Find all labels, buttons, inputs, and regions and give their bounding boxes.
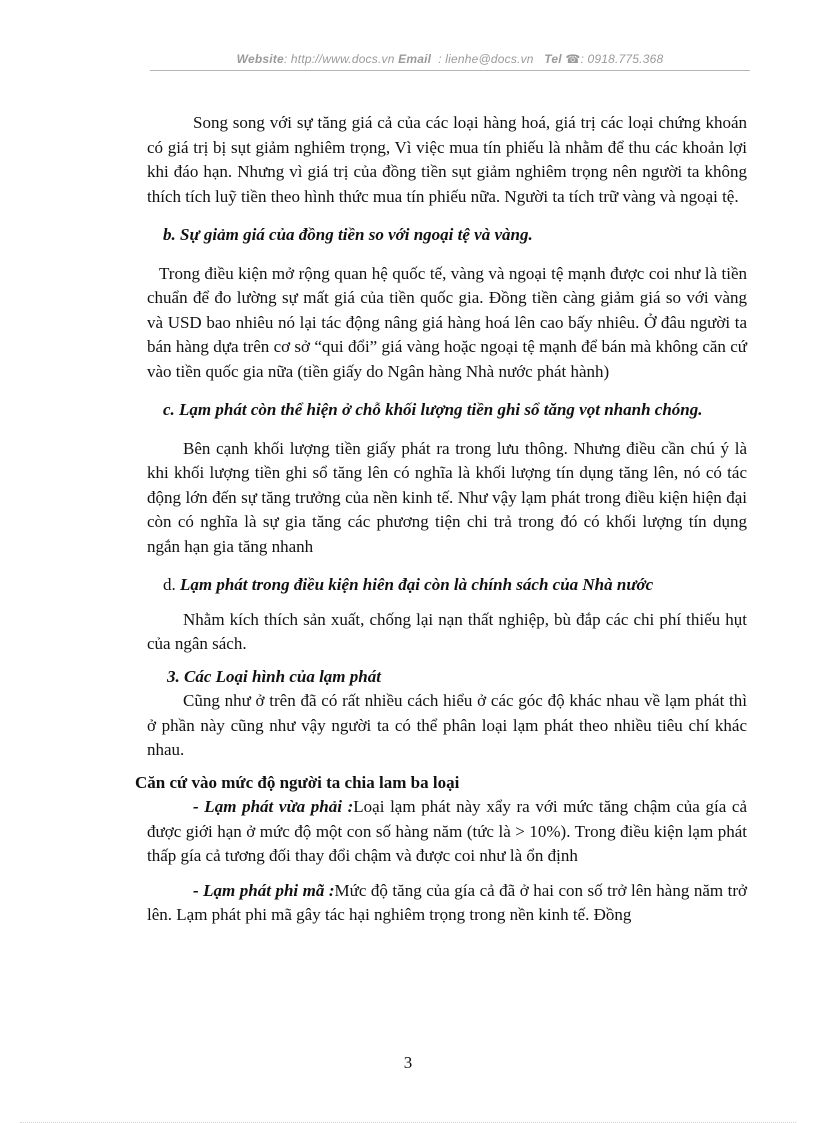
page-number: 3 <box>403 1053 413 1072</box>
moderate-inflation-label: - Lạm phát vừa phải : <box>193 797 354 816</box>
heading-d-text: Lạm phát trong điều kiện hiên đại còn là chính sách của Nhà nước <box>180 575 654 594</box>
website-label: Website <box>236 52 284 66</box>
galloping-inflation-text: Mức độ tăng của gía cả đã ở hai con số trở lên hàng năm trở lên. Lạm phát phi mã gây tác hại nghiêm trọng trong nền kinh tế. Đồng <box>147 880 748 924</box>
paragraph-moderate-inflation <box>147 795 747 869</box>
tel-label: Tel <box>544 52 562 66</box>
paragraph-stimulus: Nhằm kích thích sản xuất, chống lại nạn thất nghiệp, bù đắp các chi phí thiếu hụt của ngân sách. <box>147 609 747 653</box>
email-value[interactable]: : lienhe@docs.vn <box>438 52 534 66</box>
heading-d <box>147 573 747 598</box>
heading-b: b. Sự giảm giá của đồng tiền so với ngoại tệ và vàng. <box>163 225 533 244</box>
email-label: Email <box>398 52 432 66</box>
paragraph-securities: Song song với sự tăng giá cả của các loại hàng hoá, giá trị các loại chứng khoán có giá trị bị sụt giảm nghiêm trọng, Vì việc mua tín phiếu là nhằm để thu các khoản lợi khi đáo hạn. Nhưng vì giá trị của đồng tiền sụt giảm nghiêm trọng nên người ta không thích tích luỹ tiền theo hình thức mua tín phiếu nữa. Người ta tích trữ vàng và ngoại tệ. <box>147 113 747 206</box>
page-header <box>150 52 750 66</box>
heading-classification-basis: Căn cứ vào mức độ người ta chia lam ba loại <box>135 772 460 792</box>
document-body <box>135 111 748 928</box>
moderate-inflation-text: Loại lạm phát này xẩy ra với mức tăng chậm của gía cả được giới hạn ở mức độ một con số hàng năm (tức là > 10%). Trong điều kiện lạm phát thấp gía cả tương đối thay đổi chậm và được coi như là ổn định <box>147 797 747 865</box>
paragraph-book-money: Bên cạnh khối lượng tiền giấy phát ra trong lưu thông. Nhưng điều cần chú ý là khi khối lượng tiền ghi sổ tăng lên có nghĩa là khối lượng tín dụng tăng lên, nó có tác động lớn đến sự tăng trưởng của nền kinh tế. Như vậy lạm phát trong điều kiện hiện đại còn có nghĩa là sự gia tăng các phương tiện chi trả trong đó có khối lượng tín dụng ngắn hạn gia tăng nhanh <box>147 438 747 556</box>
galloping-inflation-label: - Lạm phát phi mã : <box>193 880 335 900</box>
paragraph-foreign-currency: Trong điều kiện mở rộng quan hệ quốc tế, vàng và ngoại tệ mạnh được coi như là tiền chuẩn để đo lường sự mất giá của tiền quốc gia. Đồng tiền càng giảm giá so với vàng và USD bao nhiêu nó lại tác động nâng giá hàng hoá lên cao bấy nhiêu. Ở đâu người ta bán hàng dựa trên cơ sở “qui đổi” giá vàng hoặc ngoại tệ mạnh để bán mà không căn cứ vào tiền quốc gia nữa (tiền giấy do Ngân hàng Nhà nước phát hành) <box>147 263 747 381</box>
heading-d-prefix: d. <box>163 575 176 594</box>
paragraph-classification: Cũng như ở trên đã có rất nhiều cách hiểu ở các góc độ khác nhau về lạm phát thì ở phần này cũng như vậy người ta có thể phân loại lạm phát theo nhiều tiêu chí khác nhau. <box>147 691 747 759</box>
paragraph-galloping-inflation <box>147 879 747 928</box>
header-divider <box>150 70 750 71</box>
tel-value: ☎: 0918.775.368 <box>565 52 664 66</box>
heading-3: 3. Các Loại hình của lạm phát <box>167 666 381 686</box>
heading-c: c. Lạm phát còn thể hiện ở chỗ khối lượng tiền ghi sổ tăng vọt nhanh chóng. <box>163 400 703 419</box>
website-value[interactable]: : http://www.docs.vn <box>283 52 395 66</box>
